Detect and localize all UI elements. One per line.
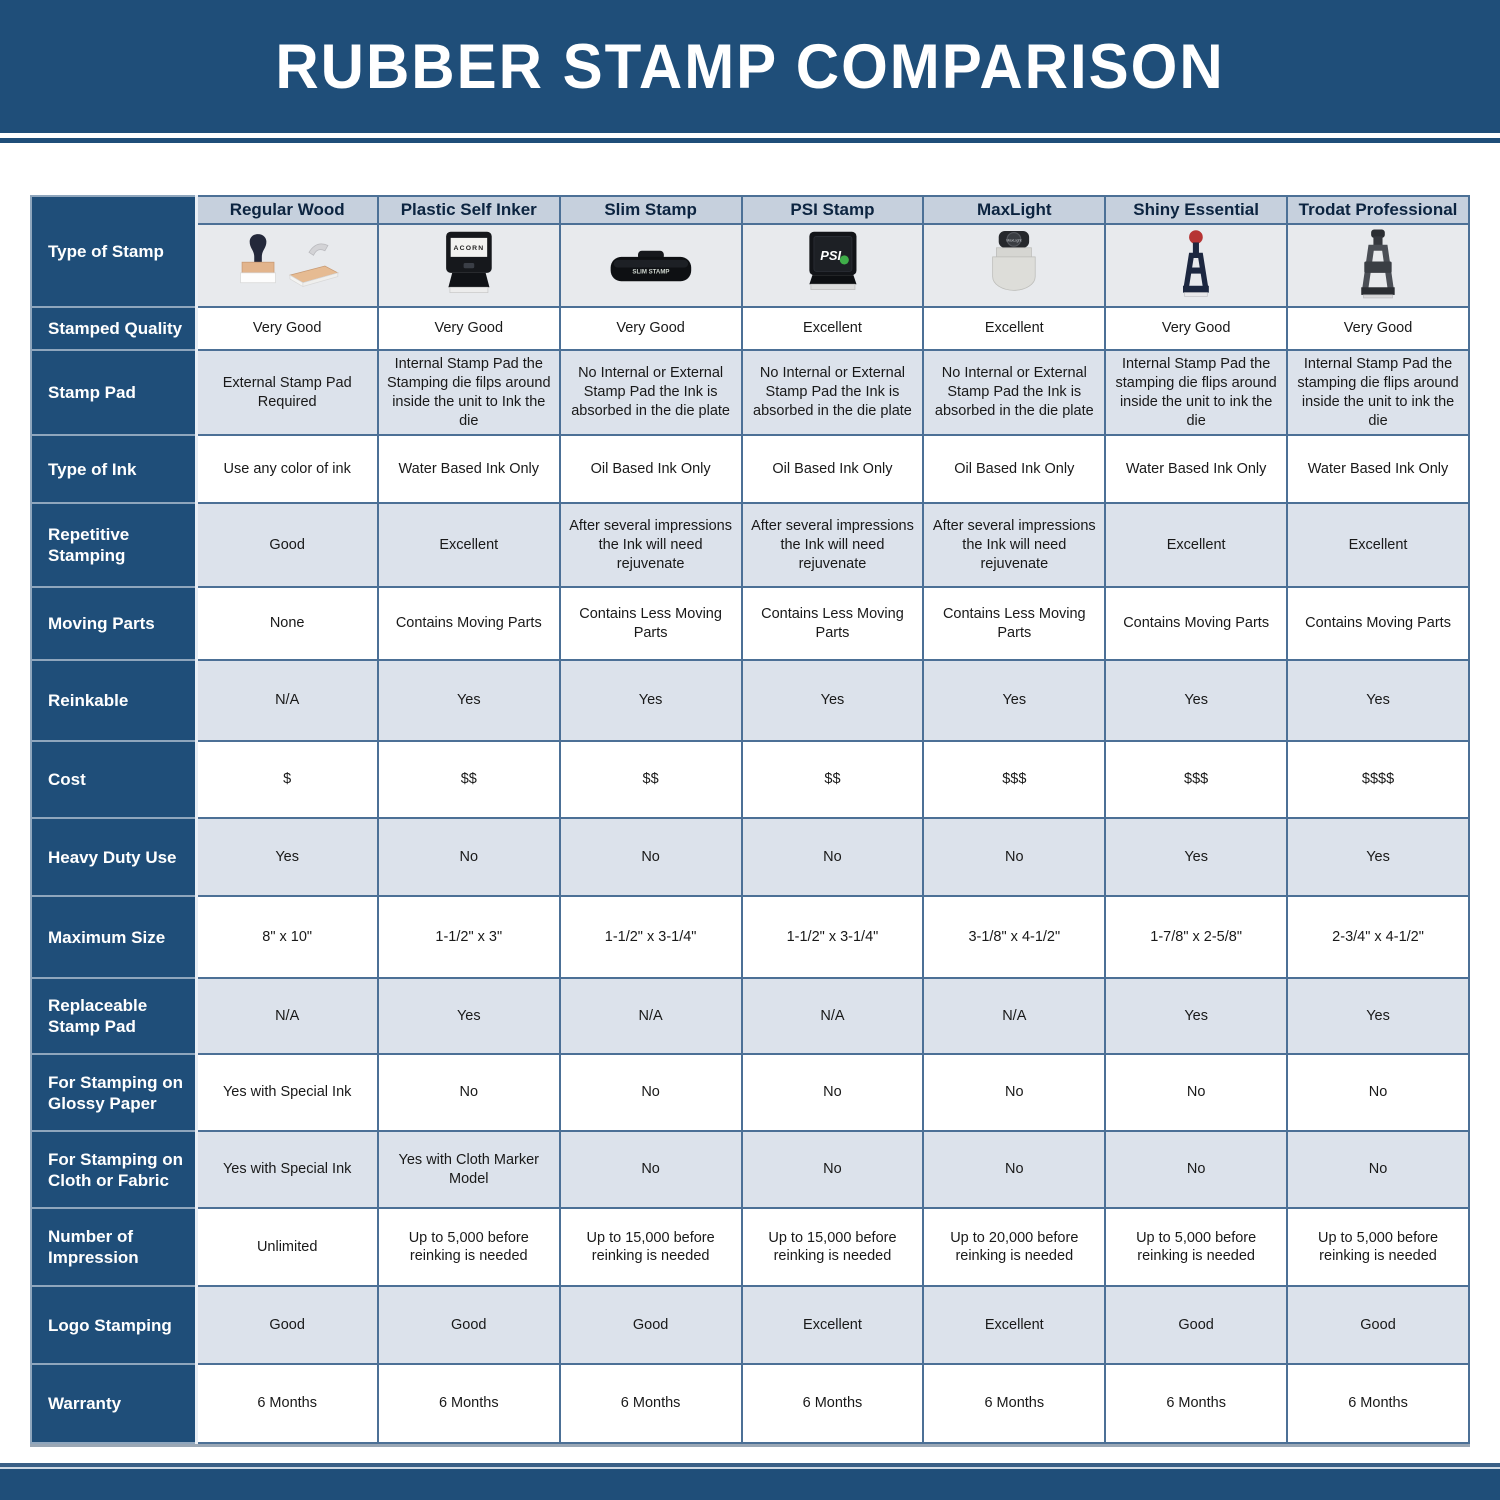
cell-value: $$$ <box>1105 741 1287 818</box>
slim-stamp-icon <box>563 228 739 304</box>
maxlight-brand-label: MaxLight <box>1006 238 1023 243</box>
cell-value: No <box>1287 1054 1469 1131</box>
stamp-image-cell-maxlight <box>923 224 1105 307</box>
cell-value: Good <box>196 1286 378 1364</box>
cell-value: No Internal or External Stamp Pad the Ink is absorbed in the die plate <box>560 350 742 435</box>
cell-value: 6 Months <box>196 1364 378 1443</box>
cell-value: 6 Months <box>560 1364 742 1443</box>
table-row <box>31 1286 1469 1364</box>
cell-value: Good <box>378 1286 560 1364</box>
cell-value: Excellent <box>378 503 560 587</box>
cell-value: Very Good <box>1105 307 1287 350</box>
psi-stamp-icon <box>745 228 921 304</box>
cell-value: Contains Less Moving Parts <box>560 587 742 660</box>
cell-value: No <box>923 818 1105 896</box>
plastic-self-inker-brand-label: ACORN <box>453 244 485 252</box>
cell-value: 6 Months <box>742 1364 924 1443</box>
column-header-trodat-professional: Trodat Professional <box>1287 196 1469 224</box>
table-row <box>31 1054 1469 1131</box>
cell-value: No Internal or External Stamp Pad the Ink is absorbed in the die plate <box>923 350 1105 435</box>
cell-value: Up to 15,000 before reinking is needed <box>742 1208 924 1286</box>
cell-value: Yes <box>378 660 560 741</box>
cell-value: Good <box>560 1286 742 1364</box>
cell-value: 2-3/4" x 4-1/2" <box>1287 896 1469 978</box>
cell-value: Yes <box>1105 818 1287 896</box>
table-row <box>31 978 1469 1054</box>
row-label: Stamp Pad <box>31 350 196 435</box>
cell-value: 8" x 10" <box>196 896 378 978</box>
table-row <box>31 660 1469 741</box>
cell-value: Water Based Ink Only <box>378 435 560 503</box>
cell-value: No <box>742 1054 924 1131</box>
cell-value: No Internal or External Stamp Pad the Ink is absorbed in the die plate <box>742 350 924 435</box>
row-label: Number of Impression <box>31 1208 196 1286</box>
cell-value: Contains Less Moving Parts <box>923 587 1105 660</box>
cell-value: Contains Moving Parts <box>1105 587 1287 660</box>
cell-value: Internal Stamp Pad the Stamping die filps around inside the unit to Ink the die <box>378 350 560 435</box>
table-row <box>31 350 1469 435</box>
cell-value: Excellent <box>742 1286 924 1364</box>
cell-value: N/A <box>560 978 742 1054</box>
shiny-essential-stamp-icon <box>1108 228 1284 304</box>
cell-value: Excellent <box>1287 503 1469 587</box>
cell-value: Oil Based Ink Only <box>560 435 742 503</box>
cell-value: Excellent <box>742 307 924 350</box>
cell-value: Oil Based Ink Only <box>742 435 924 503</box>
cell-value: Yes <box>1287 978 1469 1054</box>
row-label: Maximum Size <box>31 896 196 978</box>
cell-value: No <box>1287 1131 1469 1208</box>
cell-value: Yes with Special Ink <box>196 1131 378 1208</box>
cell-value: Very Good <box>196 307 378 350</box>
cell-value: $$ <box>742 741 924 818</box>
table-row <box>31 307 1469 350</box>
table-row <box>31 1364 1469 1443</box>
column-header-shiny-essential: Shiny Essential <box>1105 196 1287 224</box>
cell-value: No <box>742 1131 924 1208</box>
cell-value: Yes <box>1287 660 1469 741</box>
cell-value: Up to 5,000 before reinking is needed <box>378 1208 560 1286</box>
cell-value: 6 Months <box>1287 1364 1469 1443</box>
cell-value: 6 Months <box>1105 1364 1287 1443</box>
row-label: Repetitive Stamping <box>31 503 196 587</box>
cell-value: Up to 5,000 before reinking is needed <box>1105 1208 1287 1286</box>
regular-wood-stamp-icon <box>200 228 375 304</box>
row-label-type-of-stamp: Type of Stamp <box>31 196 196 307</box>
table-row <box>31 1208 1469 1286</box>
cell-value: After several impressions the Ink will need rejuvenate <box>560 503 742 587</box>
cell-value: Up to 15,000 before reinking is needed <box>560 1208 742 1286</box>
cell-value: Yes <box>560 660 742 741</box>
cell-value: Contains Moving Parts <box>378 587 560 660</box>
trodat-professional-stamp-icon <box>1290 228 1466 304</box>
cell-value: Water Based Ink Only <box>1105 435 1287 503</box>
row-label: Warranty <box>31 1364 196 1443</box>
page-header <box>0 0 1500 133</box>
maxlight-stamp-icon <box>926 228 1102 304</box>
cell-value: Yes <box>196 818 378 896</box>
cell-value: No <box>560 818 742 896</box>
cell-value: Excellent <box>923 307 1105 350</box>
cell-value: Unlimited <box>196 1208 378 1286</box>
cell-value: N/A <box>742 978 924 1054</box>
cell-value: 3-1/8" x 4-1/2" <box>923 896 1105 978</box>
comparison-rows <box>31 307 1469 1443</box>
cell-value: No <box>560 1054 742 1131</box>
table-row <box>31 435 1469 503</box>
cell-value: Yes <box>923 660 1105 741</box>
slim-stamp-brand-label: SLIM STAMP <box>632 268 670 276</box>
cell-value: After several impressions the Ink will need rejuvenate <box>923 503 1105 587</box>
cell-value: None <box>196 587 378 660</box>
comparison-table <box>30 195 1470 1444</box>
page-footer-zone <box>0 1463 1500 1500</box>
cell-value: Yes <box>1105 660 1287 741</box>
cell-value: No <box>378 1054 560 1131</box>
table-row <box>31 503 1469 587</box>
cell-value: N/A <box>196 660 378 741</box>
cell-value: 6 Months <box>923 1364 1105 1443</box>
cell-value: N/A <box>923 978 1105 1054</box>
cell-value: No <box>1105 1054 1287 1131</box>
page-footer <box>0 1469 1500 1500</box>
cell-value: Excellent <box>1105 503 1287 587</box>
row-label: Cost <box>31 741 196 818</box>
cell-value: Yes with Special Ink <box>196 1054 378 1131</box>
stamp-image-cell-shiny-essential <box>1105 224 1287 307</box>
stamp-image-cell-psi-stamp <box>742 224 924 307</box>
cell-value: 6 Months <box>378 1364 560 1443</box>
cell-value: 1-1/2" x 3" <box>378 896 560 978</box>
cell-value: Oil Based Ink Only <box>923 435 1105 503</box>
stamp-image-cell-slim-stamp <box>560 224 742 307</box>
cell-value: Very Good <box>560 307 742 350</box>
cell-value: After several impressions the Ink will need rejuvenate <box>742 503 924 587</box>
row-label: Logo Stamping <box>31 1286 196 1364</box>
cell-value: No <box>378 818 560 896</box>
row-label: Moving Parts <box>31 587 196 660</box>
column-header-psi-stamp: PSI Stamp <box>742 196 924 224</box>
cell-value: Yes <box>742 660 924 741</box>
column-header-regular-wood: Regular Wood <box>196 196 378 224</box>
table-row <box>31 896 1469 978</box>
column-header-row <box>31 196 1469 224</box>
cell-value: $$ <box>560 741 742 818</box>
stamp-image-row <box>31 224 1469 307</box>
stamp-image-cell-trodat-professional <box>1287 224 1469 307</box>
cell-value: No <box>742 818 924 896</box>
cell-value: 1-1/2" x 3-1/4" <box>742 896 924 978</box>
row-label: Stamped Quality <box>31 307 196 350</box>
page-title: RUBBER STAMP COMPARISON <box>275 31 1225 102</box>
column-header-plastic-self-inker: Plastic Self Inker <box>378 196 560 224</box>
row-label: Reinkable <box>31 660 196 741</box>
cell-value: No <box>923 1054 1105 1131</box>
table-wrapper <box>0 143 1500 1444</box>
cell-value: Yes <box>1287 818 1469 896</box>
cell-value: $$ <box>378 741 560 818</box>
row-label: Replaceable Stamp Pad <box>31 978 196 1054</box>
cell-value: Very Good <box>378 307 560 350</box>
plastic-self-inker-stamp-icon <box>381 228 557 304</box>
row-label: For Stamping on Cloth or Fabric <box>31 1131 196 1208</box>
cell-value: Contains Less Moving Parts <box>742 587 924 660</box>
column-header-maxlight: MaxLight <box>923 196 1105 224</box>
cell-value: N/A <box>196 978 378 1054</box>
cell-value: Yes <box>378 978 560 1054</box>
cell-value: 1-1/2" x 3-1/4" <box>560 896 742 978</box>
cell-value: Up to 5,000 before reinking is needed <box>1287 1208 1469 1286</box>
row-label: For Stamping on Glossy Paper <box>31 1054 196 1131</box>
table-row <box>31 818 1469 896</box>
cell-value: No <box>1105 1131 1287 1208</box>
cell-value: Water Based Ink Only <box>1287 435 1469 503</box>
cell-value: $$$ <box>923 741 1105 818</box>
cell-value: Internal Stamp Pad the stamping die flips around inside the unit to ink the die <box>1287 350 1469 435</box>
cell-value: $$$$ <box>1287 741 1469 818</box>
cell-value: Use any color of ink <box>196 435 378 503</box>
cell-value: Internal Stamp Pad the stamping die flips around inside the unit to ink the die <box>1105 350 1287 435</box>
cell-value: No <box>560 1131 742 1208</box>
cell-value: $ <box>196 741 378 818</box>
cell-value: Good <box>1287 1286 1469 1364</box>
cell-value: Yes <box>1105 978 1287 1054</box>
cell-value: Excellent <box>923 1286 1105 1364</box>
stamp-image-cell-plastic-self-inker <box>378 224 560 307</box>
psi-stamp-brand-label: PSI <box>819 247 841 263</box>
cell-value: Yes with Cloth Marker Model <box>378 1131 560 1208</box>
row-label: Heavy Duty Use <box>31 818 196 896</box>
stamp-image-cell-regular-wood <box>196 224 378 307</box>
cell-value: External Stamp Pad Required <box>196 350 378 435</box>
cell-value: No <box>923 1131 1105 1208</box>
cell-value: 1-7/8" x 2-5/8" <box>1105 896 1287 978</box>
table-row <box>31 1131 1469 1208</box>
cell-value: Very Good <box>1287 307 1469 350</box>
table-row <box>31 587 1469 660</box>
table-row <box>31 741 1469 818</box>
cell-value: Good <box>1105 1286 1287 1364</box>
cell-value: Good <box>196 503 378 587</box>
column-header-slim-stamp: Slim Stamp <box>560 196 742 224</box>
cell-value: Contains Moving Parts <box>1287 587 1469 660</box>
cell-value: Up to 20,000 before reinking is needed <box>923 1208 1105 1286</box>
row-label: Type of Ink <box>31 435 196 503</box>
